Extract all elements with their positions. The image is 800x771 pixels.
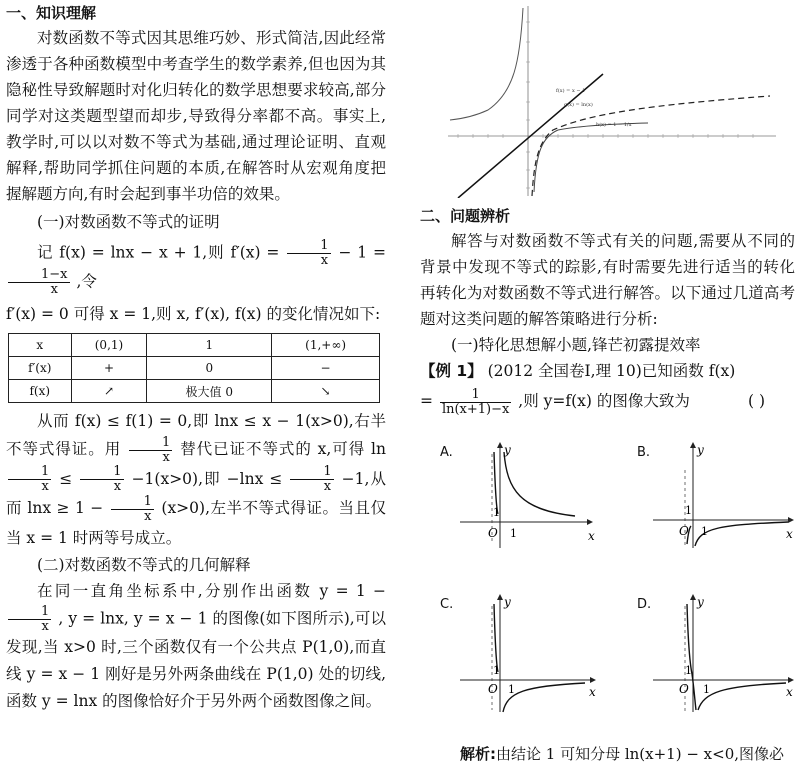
right-column: [420, 205, 795, 418]
table-cell: 1: [147, 334, 272, 357]
tick-1-label: 1: [510, 527, 517, 540]
x-label: x: [589, 685, 596, 699]
tick-1-label: 1: [703, 683, 710, 696]
y-label: y: [697, 595, 704, 609]
table-cell: ↗: [71, 380, 147, 403]
table-cell: −: [272, 357, 380, 380]
y-tick-1-label: 1: [493, 506, 500, 519]
analysis-line: [460, 743, 796, 764]
fraction: $\frac{1}{x}$: [290, 465, 333, 494]
y-tick-1-label: 1: [685, 664, 692, 677]
table-cell: +: [71, 357, 147, 380]
label-gx: g(x) = ln(x): [564, 102, 593, 108]
proof-conclusion: 从而 f(x) ≤ f(1) = 0,即 lnx ≤ x − 1(x>0),右半不等式得证。用 $\frac{1}{x}$ 替代已证不等式的 x,可得 ln $\frac{1}{x}$ ≤ $\frac{1}{x}$ −1(x>0),即 −lnx ≤ $\frac{1}{x}$ −1,从而 lnx ≥ 1 − $\frac{1}{x}$ (x>0),左半不等式得证。当且仅当 x = 1 时两等号成立。: [6, 412, 386, 547]
table-row: [9, 334, 380, 357]
option-c-label[interactable]: C.: [440, 597, 454, 612]
origin-label: O: [679, 524, 689, 538]
option-d-label[interactable]: D.: [637, 597, 652, 612]
fraction-1minusx-over-x: $\frac{1-x}{x}$: [8, 268, 70, 297]
fraction-1-over-x: $\frac{1}{x}$: [287, 239, 330, 268]
curve-right-branch: [695, 522, 788, 546]
table-cell: f′(x): [9, 357, 72, 380]
analysis-label: 解析:: [460, 745, 496, 763]
example-1-equation: = $\frac{1}{\ln(x+1)-x}$ ,则 y=f(x) 的图像大致为 ( ): [420, 384, 795, 418]
subsection-specialization-title: (一)特化思想解小题,锋芒初露提效率: [451, 336, 701, 354]
curve-right-branch: [503, 683, 585, 712]
table-cell: f(x): [9, 380, 72, 403]
table-row: [9, 357, 380, 380]
tick-1-label: 1: [701, 525, 708, 538]
left-column: [6, 0, 386, 715]
proof-line-1: 记 f(x) = lnx − x + 1,则 f′(x) = $\frac{1}{x}$ − 1 = $\frac{1-x}{x}$ ,令: [6, 239, 386, 297]
fraction: $\frac{1}{x}$: [8, 465, 51, 494]
analysis-text: 由结论 1 可知分母 ln(x+1) − x<0,图像必: [496, 745, 785, 763]
proof-line-2: f′(x) = 0 可得 x = 1,则 x, f′(x), f(x) 的变化情况如下:: [6, 305, 381, 323]
subsection-geometry-title: (二)对数函数不等式的几何解释: [37, 555, 251, 574]
y-label: y: [697, 443, 704, 457]
table-cell: 0: [147, 357, 272, 380]
section1-paragraph: 对数函数不等式因其思维巧妙、形式简洁,因此经常渗透于各种函数模型中考查学生的数学素养,但也因为其隐秘性导致解题时对化归转化的数学思想要求较高,部分同学对这类题型望而却步,导致得分率都不高。事实上,教学时,可以以对数不等式为基础,通过理论证明、直观解释,帮助同学抓住问题的本质,在解答时从宏观角度把握解题方向,有时会起到事半功倍的效果。: [6, 29, 386, 203]
table-cell: (1,+∞): [272, 334, 380, 357]
fraction: $\frac{1}{x}$: [8, 605, 51, 634]
y-tick-1-label: 1: [685, 504, 692, 517]
origin-label: O: [488, 682, 498, 696]
curve-left-branch: [494, 452, 498, 514]
origin-label: O: [488, 526, 498, 540]
option-d-graph[interactable]: [648, 590, 798, 715]
hyperbola-left-branch: [450, 8, 523, 120]
table-row: [9, 380, 380, 403]
curve-right-branch: [698, 683, 786, 710]
option-a-label[interactable]: A.: [440, 445, 453, 460]
option-b-label[interactable]: B.: [637, 445, 651, 460]
curve-right-branch: [504, 452, 575, 516]
subsection-proof-title: (一)对数函数不等式的证明: [37, 213, 220, 231]
label-fx: f(x) = x − 1: [556, 88, 586, 94]
curve-left-branch: [494, 604, 498, 672]
fraction: $\frac{1}{x}$: [80, 465, 123, 494]
fraction: $\frac{1}{x}$: [129, 436, 172, 465]
tick-1-label: 1: [508, 683, 515, 696]
table-cell: (0,1): [71, 334, 147, 357]
option-b-graph[interactable]: [648, 440, 798, 550]
fraction-equation: $\frac{1}{\ln(x+1)-x}$: [441, 386, 510, 417]
label-hx: h(x) = 1 − 1/x: [596, 122, 632, 128]
variation-table: [8, 333, 380, 403]
x-label: x: [588, 529, 595, 543]
y-label: y: [504, 595, 511, 609]
option-a-graph[interactable]: [455, 440, 595, 550]
y-label: y: [504, 443, 511, 457]
option-c-graph[interactable]: [455, 590, 600, 715]
function-comparison-figure: [448, 2, 776, 198]
geometry-paragraph: 在同一直角坐标系中,分别作出函数 y = 1 − $\frac{1}{x}$ , y = lnx, y = x − 1 的图像(如下图所示),可以发现,当 x>0 时,三个函数仅有一个公共点 P(1,0),而直线 y = x − 1 刚好是另外两条曲线在 P(1,0) 处的切线,函数 y = lnx 的图像恰好介于另外两个函数图像之间。: [6, 581, 386, 710]
x-label: x: [786, 685, 793, 699]
section2-paragraph: 解答与对数函数不等式有关的问题,需要从不同的背景中发现不等式的踪影,有时需要先进行适当的转化再转化为对数函数不等式进行解答。以下通过几道高考题对这类问题的解答策略进行分析:: [420, 232, 795, 328]
curve-1-minus-1-over-x: [534, 123, 648, 192]
fraction: $\frac{1}{x}$: [111, 495, 154, 524]
table-cell: x: [9, 334, 72, 357]
origin-label: O: [679, 682, 689, 696]
example-1-line: 【例 1】 (2012 全国卷Ⅰ,理 10)已知函数 f(x): [420, 362, 736, 380]
curve-ln-x: [532, 96, 770, 196]
section1-heading: 一、知识理解: [6, 4, 97, 22]
example-label: 【例 1】: [420, 362, 483, 380]
section2-heading: 二、问题辨析: [420, 207, 511, 225]
answer-parenthesis: ( ): [747, 392, 765, 410]
y-tick-1-label: 1: [493, 664, 500, 677]
x-label: x: [786, 527, 793, 541]
table-cell: 极大值 0: [147, 380, 272, 403]
table-cell: ↘: [272, 380, 380, 403]
